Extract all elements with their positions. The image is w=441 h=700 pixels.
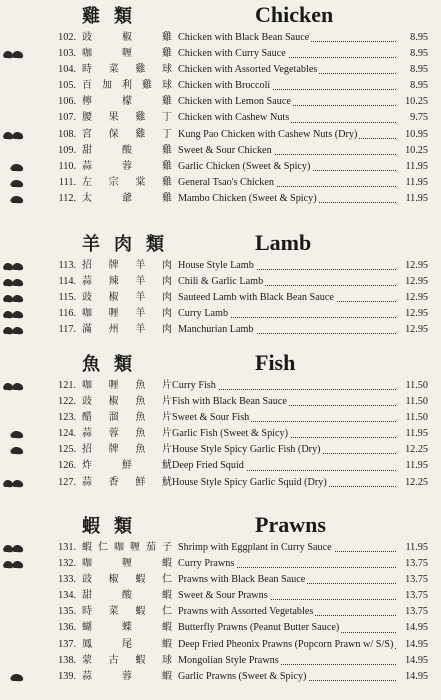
item-price: 12.95 (405, 324, 428, 336)
item-name-chinese: 招 牌 羊 肉 (82, 260, 172, 271)
item-number: 132. (58, 558, 76, 570)
section-header (0, 512, 441, 540)
item-price: 12.25 (405, 444, 428, 456)
item-name-english-text: Kung Pao Chicken with Cashew Nuts (Dry) (178, 128, 358, 140)
menu-item-row (0, 110, 441, 126)
section-prawns (0, 512, 441, 685)
chili-pepper-shape (10, 196, 23, 203)
chili-pepper-shape (12, 279, 23, 286)
item-name-chinese: 豉 椒 雞 (82, 32, 172, 43)
menu-item-row (0, 322, 441, 338)
item-name-english-text: Prawns with Assorted Vegetables (178, 606, 314, 618)
item-name-english-text: Fish with Black Bean Sauce (172, 396, 287, 408)
chili-pepper-shape (12, 327, 23, 334)
chili-pepper-shape (10, 431, 23, 438)
item-name-chinese: 炸 鮮 魷 (82, 460, 172, 472)
item-name-chinese: 時 菜 雞 球 (82, 64, 172, 76)
chili-pepper-shape (3, 263, 13, 270)
item-name-english-text: Sweet & Sour Prawns (178, 590, 268, 602)
item-name-english (172, 475, 398, 491)
item-number: 107. (58, 112, 76, 124)
chili-pepper-icon (3, 543, 25, 553)
item-number: 105. (58, 80, 76, 92)
chili-pepper-shape (3, 480, 13, 487)
item-name-english-text: Curry Fish (172, 380, 216, 391)
item-name-english (178, 143, 398, 159)
item-name-english (178, 540, 398, 556)
chili-pepper-shape (10, 447, 23, 454)
item-name-english (178, 290, 398, 306)
menu-item-row (0, 442, 441, 458)
item-price: 13.75 (405, 606, 428, 618)
section-title-english: Lamb (255, 230, 312, 255)
item-name-english-text: Chicken with Black Bean Sauce (178, 32, 310, 43)
item-number: 102. (58, 32, 76, 43)
chili-pepper-shape (12, 383, 23, 390)
section-header (0, 2, 441, 30)
section-title-english: Fish (255, 350, 296, 375)
item-price: 12.95 (405, 308, 428, 320)
chili-pepper-shape (3, 311, 13, 318)
item-number: 138. (58, 654, 76, 666)
item-name-english-text: Deep Fried Pheonix Prawns (Popcorn Prawn w/ S/S) (178, 638, 394, 650)
chili-pepper-shape (12, 263, 23, 270)
item-name-chinese: 醋 溜 魚 片 (82, 412, 172, 424)
section-chicken (0, 2, 441, 207)
chili-pepper-shape (3, 51, 13, 58)
item-name-chinese: 檸 檬 雞 (82, 96, 172, 108)
item-number: 131. (58, 542, 76, 553)
item-name-chinese: 滿 州 羊 肉 (82, 324, 172, 336)
item-price: 10.95 (405, 128, 428, 140)
menu-item-row (0, 30, 441, 46)
item-price: 11.95 (405, 160, 428, 172)
item-name-english (178, 110, 398, 126)
menu-item-row (0, 274, 441, 290)
menu-item-row (0, 540, 441, 556)
item-name-english-text: Manchurian Lamb (178, 324, 254, 336)
item-name-chinese: 甜 酸 雞 (82, 144, 172, 156)
menu-item-row (0, 426, 441, 442)
item-name-english (178, 653, 398, 669)
item-number: 108. (58, 128, 76, 140)
item-name-chinese: 豉 椒 蝦 仁 (82, 574, 172, 586)
menu-item-row (0, 669, 441, 685)
item-name-chinese: 甜 酸 蝦 (82, 590, 172, 602)
item-number: 125. (58, 444, 76, 456)
section-title-chinese: 魚類 (82, 354, 146, 375)
item-name-english (178, 175, 398, 191)
item-name-english (172, 410, 398, 426)
item-price: 11.95 (405, 542, 428, 553)
menu-item-row (0, 159, 441, 175)
item-name-english-text: Garlic Prawns (Sweet & Spicy) (178, 670, 307, 682)
menu-item-row (0, 175, 441, 191)
item-name-english-text: House Style Lamb (178, 260, 254, 271)
chili-pepper-icon (3, 277, 25, 287)
item-price: 12.95 (405, 276, 428, 288)
item-price: 12.25 (405, 476, 428, 488)
chili-pepper-icon (3, 325, 25, 335)
item-name-english-text: Butterfly Prawns (Peanut Butter Sauce) (178, 622, 340, 634)
chili-pepper-icon (3, 478, 25, 488)
item-number: 113. (58, 260, 76, 271)
item-name-english (178, 127, 398, 143)
item-name-chinese: 招 牌 魚 片 (82, 444, 172, 456)
item-number: 111. (58, 176, 76, 188)
item-number: 117. (58, 324, 76, 336)
item-number: 135. (58, 606, 76, 618)
item-price: 14.95 (405, 638, 428, 650)
item-name-english (172, 442, 398, 458)
item-name-english (178, 572, 398, 588)
chili-pepper-shape (3, 295, 13, 302)
item-name-english (172, 378, 398, 394)
item-name-english (178, 62, 398, 78)
item-number: 122. (58, 396, 76, 408)
item-name-english-text: Chicken with Curry Sauce (178, 48, 286, 60)
item-name-english-text: Chicken with Assorted Vegetables (178, 64, 318, 76)
section-lamb (0, 230, 441, 338)
item-name-english-text: Deep Fried Squid (172, 460, 244, 472)
item-price: 11.95 (405, 176, 428, 188)
item-name-english (178, 588, 398, 604)
item-name-english (178, 159, 398, 175)
item-name-english (178, 620, 398, 636)
item-price: 11.50 (405, 396, 428, 408)
item-name-english-text: Chili & Garlic Lamb (178, 276, 264, 288)
menu-item-row (0, 458, 441, 474)
item-name-english (178, 306, 398, 322)
item-name-english (178, 604, 398, 620)
chili-pepper-shape (12, 295, 23, 302)
item-name-chinese: 蒜 蓉 雞 (82, 160, 172, 172)
item-name-chinese: 咖 喱 魚 片 (82, 380, 172, 391)
item-price: 13.75 (405, 574, 428, 586)
item-name-chinese: 咖 喱 羊 肉 (82, 308, 172, 320)
item-number: 124. (58, 428, 76, 440)
chili-pepper-shape (3, 383, 13, 390)
item-price: 8.95 (410, 80, 428, 92)
chili-pepper-shape (12, 311, 23, 318)
item-price: 11.95 (405, 460, 428, 472)
item-price: 10.25 (405, 144, 428, 156)
section-title-chinese: 羊肉類 (82, 234, 178, 255)
chili-pepper-icon (3, 445, 25, 455)
chili-pepper-shape (3, 545, 13, 552)
item-number: 127. (58, 476, 76, 488)
item-name-chinese: 百 加 利 雞 球 (82, 80, 172, 92)
section-fish (0, 350, 441, 491)
item-name-chinese: 豉 椒 魚 片 (82, 396, 172, 408)
chili-pepper-icon (3, 49, 25, 59)
menu-item-row (0, 556, 441, 572)
item-name-chinese: 宮 保 雞 丁 (82, 128, 172, 140)
item-number: 104. (58, 64, 76, 76)
menu-item-row (0, 653, 441, 669)
item-name-english-text: Curry Lamb (178, 308, 229, 320)
item-name-english (178, 556, 398, 572)
item-name-english-text: Sweet & Sour Chicken (178, 144, 272, 156)
menu-item-row (0, 620, 441, 636)
chili-pepper-icon (3, 672, 25, 682)
section-title-chinese: 雞類 (82, 6, 146, 27)
item-name-chinese: 咖 喱 雞 (82, 48, 172, 60)
section-header (0, 350, 441, 378)
chili-pepper-shape (12, 132, 23, 139)
item-number: 139. (58, 670, 76, 682)
item-price: 12.95 (405, 260, 428, 271)
item-number: 103. (58, 48, 76, 60)
item-name-chinese: 太 爺 雞 (82, 192, 172, 204)
chili-pepper-icon (3, 381, 25, 391)
item-name-chinese: 腰 果 雞 丁 (82, 112, 172, 124)
menu-item-row (0, 572, 441, 588)
menu-item-row (0, 258, 441, 274)
item-name-english-text: Chicken with Lemon Sauce (178, 96, 291, 108)
menu-item-row (0, 143, 441, 159)
menu-item-row (0, 46, 441, 62)
item-name-english-text: Mambo Chicken (Sweet & Spicy) (178, 192, 317, 204)
item-name-chinese: 鳳 尾 蝦 (82, 638, 172, 650)
item-name-english-text: Garlic Chicken (Sweet & Spicy) (178, 160, 311, 172)
menu-item-row (0, 378, 441, 394)
item-name-english (178, 46, 398, 62)
item-name-english (178, 94, 398, 110)
item-name-english (178, 274, 398, 290)
item-price: 13.75 (405, 590, 428, 602)
item-name-chinese: 蝦 仁 咖 喱 茄 子 (82, 542, 172, 553)
item-name-english (172, 394, 398, 410)
item-price: 11.50 (405, 412, 428, 424)
chili-pepper-shape (12, 561, 23, 568)
item-number: 136. (58, 622, 76, 634)
item-number: 133. (58, 574, 76, 586)
menu-item-row (0, 394, 441, 410)
chili-pepper-shape (10, 674, 23, 681)
section-header (0, 230, 441, 258)
item-price: 12.95 (405, 292, 428, 304)
item-name-english (172, 426, 398, 442)
item-number: 112. (58, 192, 76, 204)
item-number: 115. (58, 292, 76, 304)
menu-item-row (0, 127, 441, 143)
menu-item-row (0, 290, 441, 306)
item-name-chinese: 豉 椒 羊 肉 (82, 292, 172, 304)
item-number: 121. (58, 380, 76, 391)
menu-item-row (0, 604, 441, 620)
item-name-chinese: 蒜 香 鮮 魷 (82, 476, 172, 488)
chili-pepper-shape (3, 132, 13, 139)
item-name-english (172, 458, 398, 474)
menu-item-row (0, 475, 441, 491)
item-name-english-text: Sauteed Lamb with Black Bean Sauce (178, 292, 334, 304)
item-name-english-text: Chicken with Broccoli (178, 80, 271, 92)
chili-pepper-shape (3, 279, 13, 286)
item-price: 14.95 (405, 622, 428, 634)
chili-pepper-icon (3, 178, 25, 188)
item-name-english-text: Garlic Fish (Sweet & Spicy) (172, 428, 289, 440)
item-list (0, 30, 441, 207)
item-name-chinese: 左 宗 棠 雞 (82, 176, 172, 188)
item-name-english-text: House Style Spicy Garlic Squid (Dry) (172, 476, 327, 488)
item-number: 109. (58, 144, 76, 156)
item-name-chinese: 咖 喱 蝦 (82, 558, 172, 570)
item-name-english (178, 637, 398, 653)
chili-pepper-shape (12, 545, 23, 552)
item-number: 106. (58, 96, 76, 108)
item-name-chinese: 蝴 蝶 蝦 (82, 622, 172, 634)
item-price: 14.95 (405, 654, 428, 666)
chili-pepper-shape (12, 51, 23, 58)
item-price: 8.95 (410, 48, 428, 60)
item-name-chinese: 蒙 古 蝦 球 (82, 654, 172, 666)
item-number: 123. (58, 412, 76, 424)
item-number: 110. (58, 160, 76, 172)
item-number: 114. (58, 276, 76, 288)
menu-item-row (0, 78, 441, 94)
chili-pepper-icon (3, 293, 25, 303)
item-name-english-text: Prawns with Black Bean Sauce (178, 574, 306, 586)
item-list (0, 378, 441, 491)
section-title-english: Chicken (255, 2, 334, 27)
item-price: 14.95 (405, 670, 428, 682)
item-name-english (178, 191, 398, 207)
item-name-english-text: Sweet & Sour Fish (172, 412, 250, 424)
chili-pepper-icon (3, 559, 25, 569)
item-list (0, 540, 441, 685)
item-number: 134. (58, 590, 76, 602)
section-title-chinese: 蝦類 (82, 516, 146, 537)
item-list (0, 258, 441, 338)
menu-item-row (0, 588, 441, 604)
section-title-english: Prawns (255, 512, 326, 537)
item-price: 11.95 (405, 428, 428, 440)
chili-pepper-icon (3, 429, 25, 439)
item-name-chinese: 蒜 蓉 蝦 (82, 670, 172, 682)
item-name-chinese: 時 菜 蝦 仁 (82, 606, 172, 618)
menu-item-row (0, 410, 441, 426)
chili-pepper-shape (3, 561, 13, 568)
item-name-english (178, 322, 398, 338)
item-price: 10.25 (405, 96, 428, 108)
menu-item-row (0, 62, 441, 78)
item-name-english-text: Chicken with Cashew Nuts (178, 112, 290, 124)
item-name-english-text: House Style Spicy Garlic Fish (Dry) (172, 444, 321, 456)
item-name-chinese: 蒜 蓉 魚 片 (82, 428, 172, 440)
item-number: 137. (58, 638, 76, 650)
item-price: 11.95 (405, 192, 428, 204)
menu-item-row (0, 637, 441, 653)
chili-pepper-shape (12, 480, 23, 487)
item-name-english (178, 258, 398, 274)
item-name-english (178, 669, 398, 685)
chili-pepper-icon (3, 261, 25, 271)
item-name-english-text: Mongolian Style Prawns (178, 654, 279, 666)
item-number: 116. (58, 308, 76, 320)
item-price: 9.75 (410, 112, 428, 124)
item-name-english-text: Shrimp with Eggplant in Curry Sauce (178, 542, 332, 553)
item-price: 8.95 (410, 64, 428, 76)
item-price: 11.50 (405, 380, 428, 391)
chili-pepper-shape (10, 180, 23, 187)
chili-pepper-icon (3, 194, 25, 204)
item-name-chinese: 蒜 辣 羊 肉 (82, 276, 172, 288)
menu-item-row (0, 306, 441, 322)
chili-pepper-icon (3, 162, 25, 172)
item-price: 13.75 (405, 558, 428, 570)
chili-pepper-shape (3, 327, 13, 334)
menu-item-row (0, 94, 441, 110)
item-name-english-text: Curry Prawns (178, 558, 235, 570)
chili-pepper-icon (3, 309, 25, 319)
item-price: 8.95 (410, 32, 428, 43)
item-name-english-text: General Tsao's Chicken (178, 176, 274, 188)
item-name-english (178, 78, 398, 94)
chili-pepper-icon (3, 130, 25, 140)
item-name-english (178, 30, 398, 46)
item-number: 126. (58, 460, 76, 472)
menu-item-row (0, 191, 441, 207)
chili-pepper-shape (10, 164, 23, 171)
